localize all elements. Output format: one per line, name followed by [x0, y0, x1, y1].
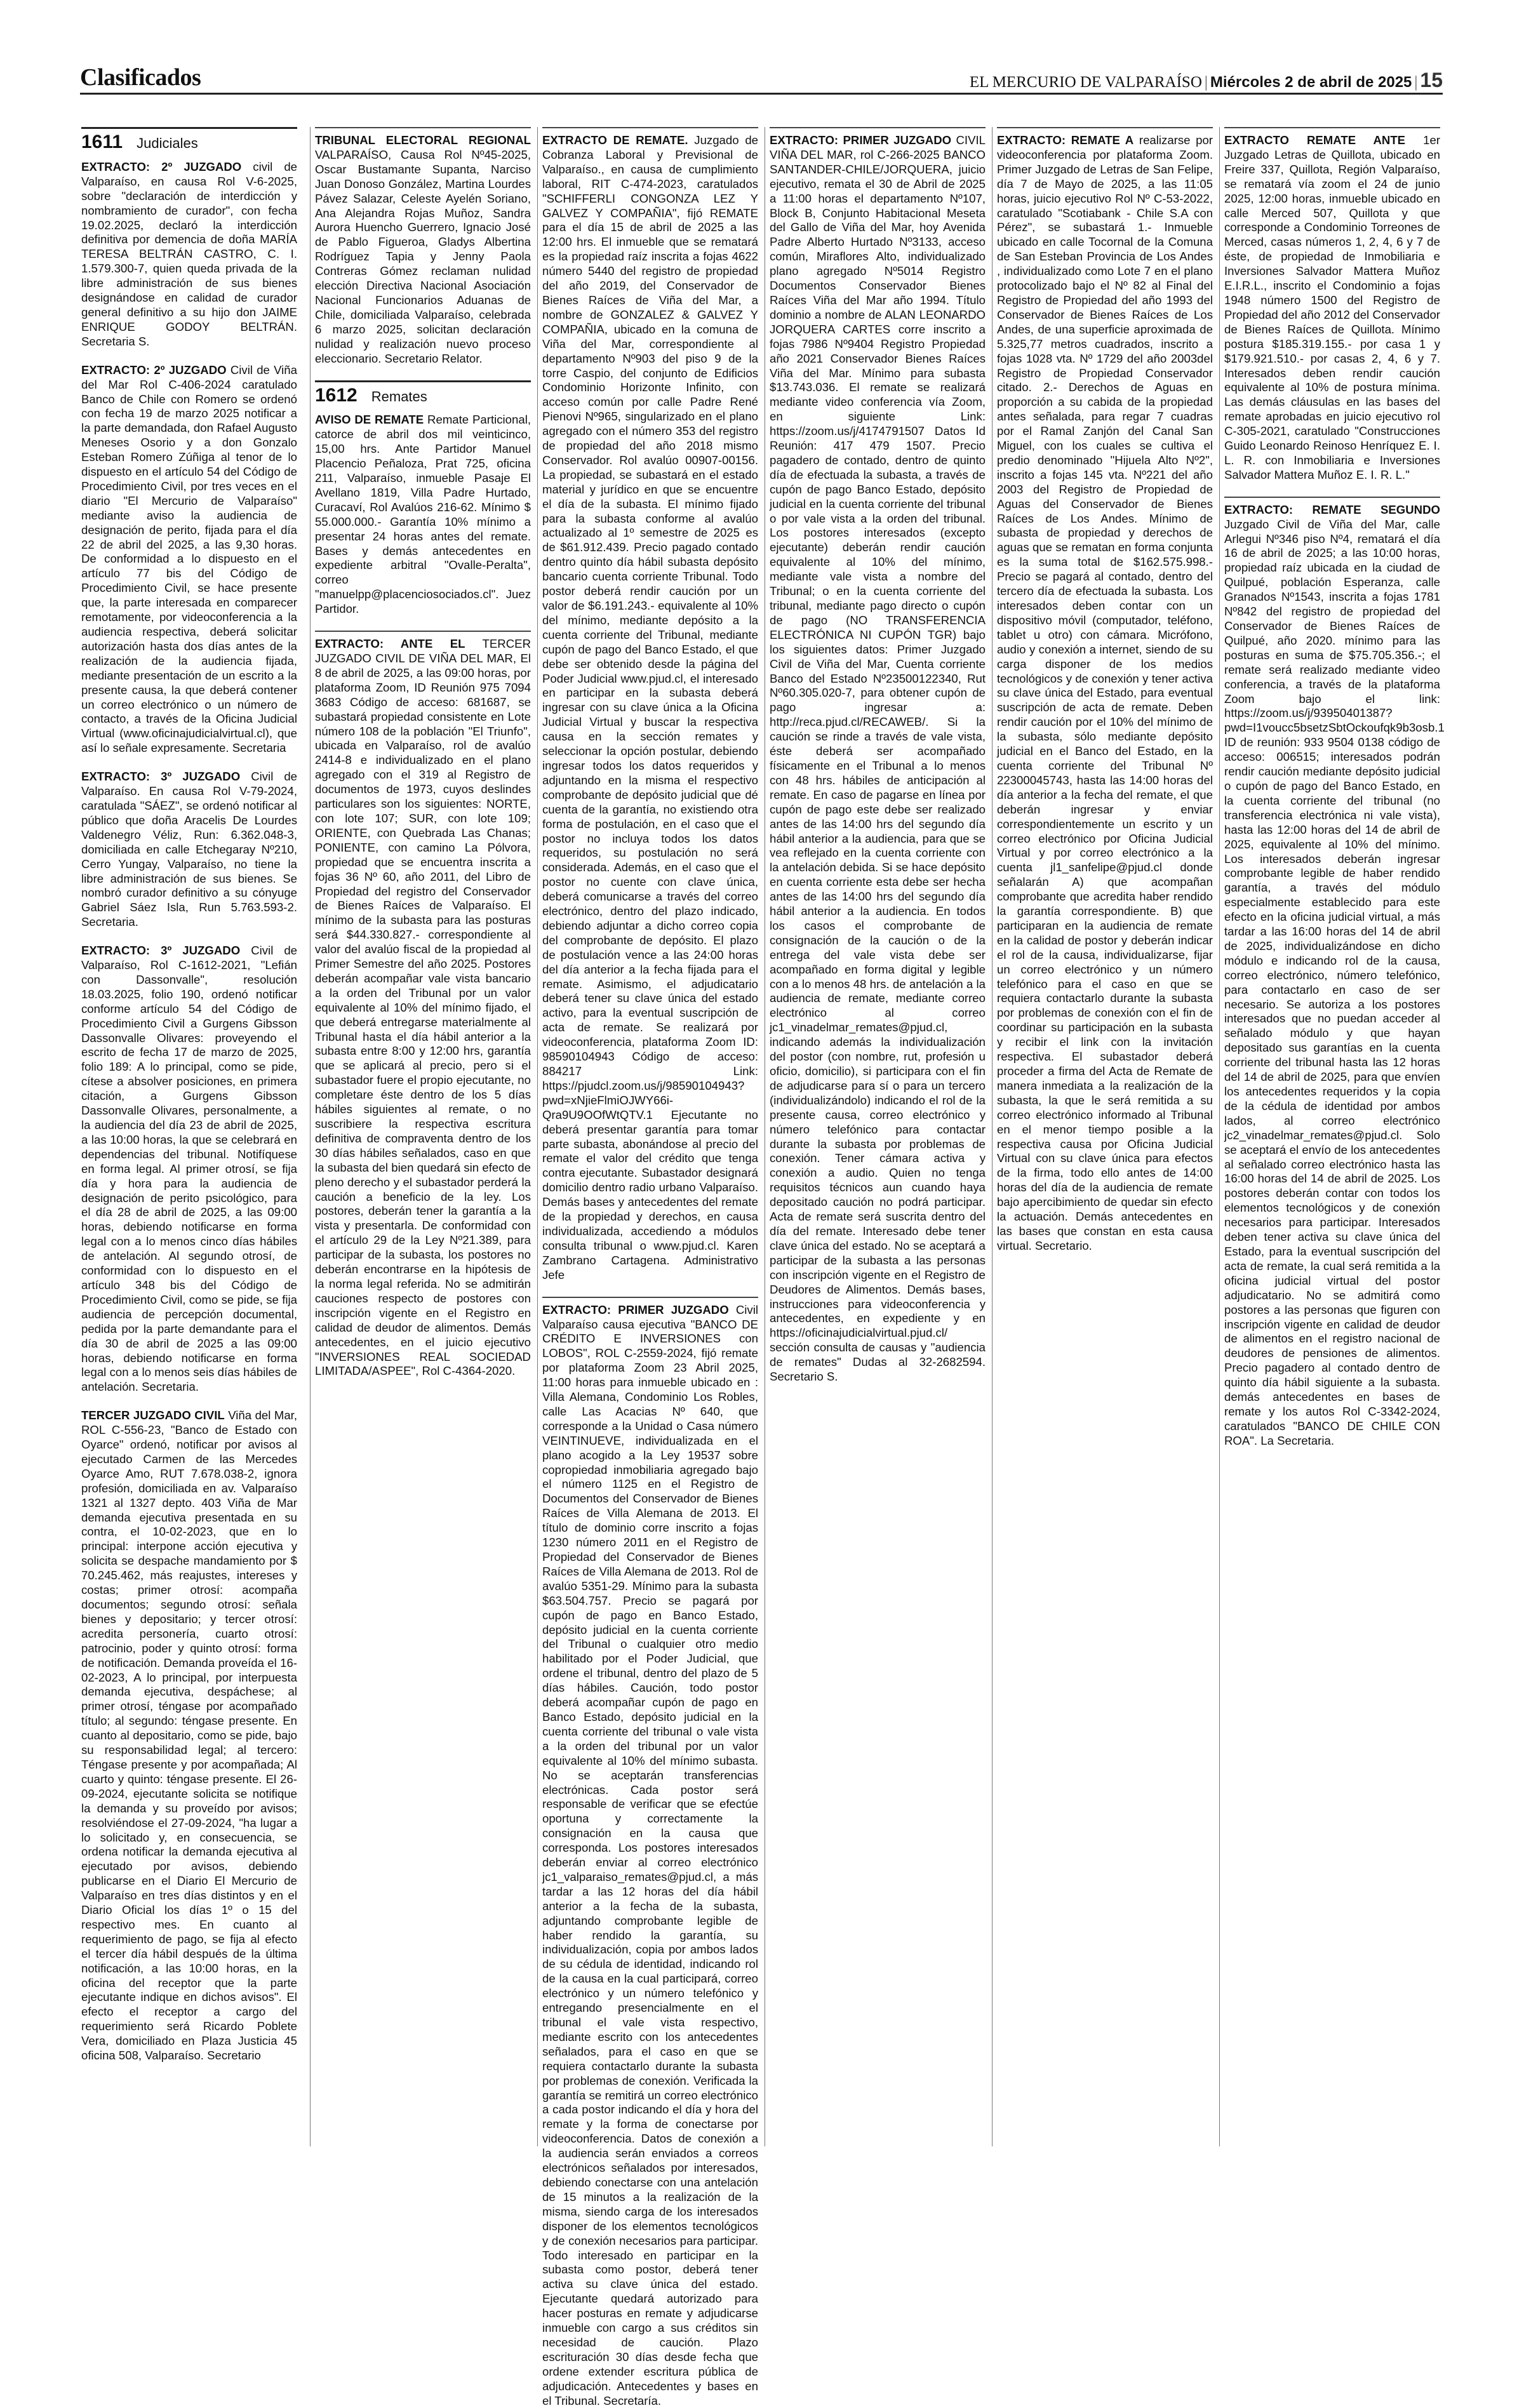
auction-notice — [315, 631, 531, 1379]
auction-notice — [542, 1297, 758, 2408]
notice-lead: EXTRACTO: REMATE A — [997, 133, 1134, 147]
notice-lead: TRIBUNAL ELECTORAL REGIONAL — [315, 133, 531, 147]
notice-body: realizarse por videoconferencia por plataforma Zoom. Primer Juzgado de Letras de San Felipe, día 7 de Mayo de 2025, a las 11:05 horas, juicio ejecutivo Rol Nº C-53-2022, caratulado "Scotiabank - Chile S.A con Pérez", se subastará 1.- Inmueble ubicado en calle Tocornal de la Comuna de San Esteban Provincia de Los Andes , individualizado como Lote 7 en el plano protocolizado bajo el Nº 82 al Final del Registro de Propiedad del año 1993 del Conservador de Bienes Raíces de Los Andes, de una superficie aproximada de 5.325,77 metros cuadrados, inscrito a fojas 1028 vta. Nº 1729 del año 2003del Registro de Propiedad Conservador citado. 2.- Derechos de Aguas en proporción a su cabida de la propiedad antes señalada, para regar 7 cuadras por el Ramal Zanjón del Canal San Miguel, con los cuales se cultiva el predio denominado "Hijuela Alto Nº2", inscrito a fojas 145 vta. Nº221 del año 2003 del Registro de Propiedad de Aguas del Conservador de Bienes Raíces de Los Andes. Mínimo de subasta de propiedad y derechos de aguas que se rematan en forma conjunta es la suma total de $162.575.998.- Precio se pagará al contado, dentro del tercero día de efectuada la subasta. Los interesados deben contar con un dispositivo móvil (computador, teléfono, tablet u otro) con cámara. Micrófono, audio y conexión a internet, siendo de su carga disponer de los medios tecnológicos y de conexión y tener activa su clave única del Estado, para eventual suscripción de acta de remate. Deben rendir caución por el 10% del mínimo de la subasta, sólo mediante depósito judicial en el Banco del Estado, en la cuenta corriente del Tribunal Nº 22300045743, hasta las 14:00 horas del día anterior a la fecha del remate, el que deberán ingresar y enviar correspondientemente un escrito y un correo electrónico por Oficina Judicial Virtual y por correo electrónico a la cuenta jl1_sanfelipe@pjud.cl donde señalarán A) que acompañan comprobante que acredita haber rendido la garantía correspondiente. B) que participaran en la audiencia de remate en la calidad de postor y deberán indicar el rol de la causa, individualizarse, fijar un correo electrónico y un número telefónico para el caso en que se requiera contactarlo durante la subasta por problemas de conexión con el fin de coordinar su participación en la subasta y recibir el link con la invitación respectiva. El subastador deberá proceder a firma del Acta de Remate de manera inmediata a la realización de la subasta, la que le será remitida a su correo electrónico informado al Tribunal en el menor tiempo posible a la respectiva causa por Oficina Judicial Virtual con su clave única para efectos de la firma, todo ello antes de 14:00 horas del día de la audiencia de remate bajo apercibimiento de quedar sin efecto la actuación. Demás antecedentes en las bases que constan en esta causa virtual. Secretario. — [997, 133, 1213, 1252]
section-title: Clasificados — [80, 64, 201, 91]
notice-lead: EXTRACTO: 3º JUZGADO — [81, 770, 241, 784]
notice-body: Remate Particional, catorce de abril dos mil veinticinco, 15,00 hrs. Ante Partidor Manuel Placencio Peñaloza, Prat 725, oficina 211, Valparaíso, inmueble Pasaje El Avellano 1819, Villa Padre Hurtado, Curacaví, Rol Avalúos 216-62. Mínimo $ 55.000.000.- Garantía 10% mínimo a presentar 24 horas antes del remate. Bases y demás antecedentes en expediente arbitral "Ovalle-Peralta", correo "manuelpp@placenciosociados.cl". Juez Partidor. — [315, 413, 531, 616]
notice-lead: EXTRACTO: 3º JUZGADO — [81, 944, 241, 958]
notice-body: 1er Juzgado Letras de Quillota, ubicado en Freire 337, Quillota, Región Valparaíso, se rematará vía zoom el 24 de junio 2025, 12:00 horas, inmueble ubicado en calle Merced 507, Quillota y que corresponde a Condominio Torreones de Merced, casas números 1, 2, 4, 6 y 7 de éste, de propiedad de Inmobiliaria e Inversiones Salvador Mattera Muñoz E.I.R.L., inscrito el Condominio a fojas 1948 número 1500 del Registro de Propiedad del año 2012 del Conservador de Bienes Raíces de Quillota. Mínimo postura $185.319.155.- por casa 1 y $179.921.510.- por casas 2, 4, 6 y 7. Interesados deben rendir caución equivalente al 10% de postura mínima. Las demás cláusulas en las bases del remate aprobadas en juicio ejecutivo rol C-305-2021, caratulado "Construcciones Guido Leonardo Reinoso Henríquez E. I. L. R. con Inmobiliaria e Inversiones Salvador Mattera Muñoz E. I. R. L." — [1224, 133, 1440, 481]
column-2 — [315, 127, 531, 2153]
auction-notice — [997, 127, 1213, 1254]
notice-lead: TERCER JUZGADO CIVIL — [81, 1408, 225, 1422]
notice-body: Civil de Valparaíso. En causa Rol V-79-2024, caratulada "SÁEZ", se ordenó notificar al público que doña Aracelis De Lourdes Valdenegro Véliz, Run: 6.362.048-3, domiciliada en calle Etchegaray Nº210, Cerro Yungay, Valparaíso, no tiene la libre administración de sus bienes. Se nombró curador definitivo a su cónyuge Gabriel Sáez Isla, Run 5.763.593-2. Secretaria. — [81, 770, 298, 929]
column-rule — [1219, 127, 1220, 2146]
column-1 — [81, 127, 297, 2153]
notice-lead: EXTRACTO: PRIMER JUZGADO — [542, 1302, 729, 1316]
page-number: 15 — [1420, 69, 1443, 91]
notice-body: Juzgado Civil de Viña del Mar, calle Arlegui Nº346 piso Nº4, rematará el día 16 de abril de 2025; a las 10:00 horas, propiedad raíz ubicada en la ciudad de Quilpué, población Esperanza, calle Granados Nº1543, inscrita a fojas 1781 Nº842 del registro de propiedad del Conservador de Bienes Raíces de Quilpué, año 2020. mínimo para las posturas en suma de $75.705.356.-; el remate será realizado mediante video conferencia, a través de la plataforma Zoom bajo el link: https://zoom.us/j/93950401387?pwd=I1voucc5bsetzSbtOckoufqk9b3osb.1 ID de reunión: 933 9504 0138 código de acceso: 006515; interesados podrán rendir caución mediante depósito judicial o cupón de pago del Banco Estado, en la cuenta corriente del tribunal (no transferencia electrónica ni vale vista), hasta las 12:00 horas del 14 de abril de 2025, equivalente al 10% del mínimo. Los interesados deberán ingresar comprobante legible de haber rendido garantía, a través del módulo especialmente establecido para este efecto en la oficina judicial virtual, a más tardar a las 16:00 horas del 14 de abril de 2025, individualizándose en dicho módulo e indicando rol de la causa, correo electrónico, número telefónico, para contactarlo en caso de ser necesario. Se autoriza a los postores interesados que no puedan acceder al señalado módulo y que hayan depositado sus garantías en la cuenta corriente del tribunal hasta las 12 horas del 14 de abril de 2025, para que envíen los antecedentes requeridos y la copia de la cédula de identidad por ambos lados, al correo electrónico jc2_vinadelmar_remates@pjud.cl. Solo se aceptará el envío de los antecedentes al señalado correo electrónico hasta las 16:00 horas del 14 de abril de 2025. Los postores deberán contar con todos los elementos tecnológicos y de conexión necesarios para participar. Interesados deben tener activa su clave única del Estado, para la eventual suscripción del acta de remate, la cual será remitida a la oficina judicial virtual del postor adjudicatario. No se admitirá como postores a las personas que figuren con inscripción vigente en calidad de deudor de alimentos en el registro nacional de deudores de pensiones de alimentos. Precio pagadero al contado dentro de quinto día hábil siguiente a la subasta. demás antecedentes en bases de remate y los autos Rol C-3342-2024, caratulados "BANCO DE CHILE CON ROA". La Secretaria. — [1224, 517, 1445, 1447]
legal-notice — [81, 1408, 297, 2063]
notice-lead: EXTRACTO: PRIMER JUZGADO — [770, 133, 952, 147]
notice-body: Civil de Valparaíso, Rol C-1612-2021, "Lefián con Dassonvalle", resolución 18.03.2025, folio 190, ordenó notificar conforme artículo 54 del Código de Procedimiento Civil a Gurgens Gibsson Dassonvalle Olivares: proveyendo el escrito de fecha 17 de marzo de 2025, folio 189: A lo principal, como se pide, cítese a absolver posiciones, en primera citación, a Gurgens Gibsson Dassonvalle Olivares, personalmente, a la audiencia del día 23 de abril de 2025, a las 10:00 horas, la que se celebrará en dependencias del tribunal. Notifíquese en forma legal. Al primer otrosí, se fija día y hora para la audiencia de designación de perito psicológico, para el día 28 de abril de 2025, a las 09:00 horas, debiendo notificarse en forma legal con a lo menos cinco días hábiles de antelación. Al segundo otrosí, de conformidad con lo dispuesto en el artículo 348 bis del Código de Procedimiento Civil, como se pide, se fija audiencia de percepción documental, pedida por la parte demandante para el día 30 de abril de 2025 a las 09:00 horas, debiendo notificarse en forma legal con a lo menos seis días hábiles de antelación. Secretaria. — [81, 944, 298, 1394]
notice-body: Juzgado de Cobranza Laboral y Previsional de Valparaíso., en causa de cumplimiento laboral, RIT C-474-2023, caratulados "SCHIFFERLI CONGONZA LEZ Y GALVEZ Y COMPAÑIA", fijó REMATE para el día 15 de abril de 2025 a las 12:00 hrs. El inmueble que se rematará es la propiedad raíz inscrita a fojas 4622 número 5440 del registro de propiedad del año 2019, del Conservador de Bienes Raíces de Viña del Mar, a nombre de GONZALEZ & GALVEZ Y COMPAÑIA, ubicado en la comuna de Viña del Mar, correspondiente al departamento Nº903 del piso 9 de la torre Caspio, del conjunto de Edificios Condominio Horizonte Infinito, con acceso común por calle Padre René Pienovi Nº965, singularizado en el plano agregado con el número 353 del registro de propiedad del año 2018 mismo Conservador. Rol avalúo 00907-00156. La propiedad, se subastará en el estado material y jurídico en que se encuentre el día de la subasta. El mínimo fijado para la subasta conforme al avalúo actualizado al 1º semestre de 2025 es de $61.912.439. Precio pagado contado dentro quinto día hábil subasta depósito bancario cuenta corriente Tribunal. Todo postor deberá rendir caución por un valor de $6.191.243.- equivalente al 10% del mínimo, mediante depósito a la cuenta corriente del Tribunal, mediante cupón de pago del Banco Estado, el que debe ser obtenido desde la página del Poder Judicial www.pjud.cl, el interesado en participar en la subasta deberá ingresar con su clave única a la Oficina Judicial Virtual y buscar la respectiva causa en la sección remates y seleccionar la opción postular, debiendo ingresar todos los datos requeridos y adjuntando en la misma el respectivo comprobante de depósito judicial que dé cuenta de la garantía, no existiendo otra forma de postulación, en el caso que el postor no incluya todos los datos requeridos, su postulación no será considerada. Además, en el caso que el postor no cuente con clave única, deberá comunicarse a través del correo electrónico, dentro del plazo indicado, debiendo adjuntar a dicho correo copia del comprobante de depósito. El plazo de postulación vence a las 24:00 horas del día anterior a la fecha fijada para el remate. Asimismo, el adjudicatario deberá tener su clave única del estado activo, para la eventual suscripción de acta de remate. Se realizará por videoconferencia, plataforma Zoom ID: 98590104943 Código de acceso: 884217 Link: https://pjudcl.zoom.us/j/98590104943?pwd=xNjieFlmiOJWY66i-Qra9U9OOfWtQTV.1 Ejecutante no deberá presentar garantía para tomar parte subasta, abonándose al precio del remate el valor del crédito que tenga contra ejecutante. Subastador designará domicilio dentro radio urbano Valparaíso. Demás bases y antecedentes del remate de la propiedad y derechos, en causa individualizada, accediendo a módulos consulta tribunal o www.pjud.cl. Karen Zambrano Cartagena. Administrativo Jefe — [542, 133, 758, 1281]
legal-notice — [315, 127, 531, 366]
notice-lead: EXTRACTO: REMATE SEGUNDO — [1224, 502, 1440, 516]
column-5 — [997, 127, 1213, 2153]
notice-lead: EXTRACTO DE REMATE. — [542, 133, 688, 147]
publication-info: EL MERCURIO DE VALPARAÍSO | Miércoles 2 de abril de 2025 | 15 — [969, 69, 1443, 91]
legal-notice — [81, 363, 297, 756]
column-rule — [310, 127, 311, 2146]
issue-date: Miércoles 2 de abril de 2025 — [1210, 74, 1412, 91]
notice-body: Civil de Viña del Mar Rol C-406-2024 caratulado Banco de Chile con Romero se ordenó con fecha 19 de marzo 2025 notificar a la parte demandada, don Rafael Augusto Meneses Osorio y a don Gonzalo Esteban Romero Zúñiga al tenor de lo dispuesto en el artículo 54 del Código de Procedimiento Civil, por tres veces en el diario "El Mercurio de Valparaíso" mediante aviso la audiencia de designación de perito, fijada para el día 22 de abril del 2025, a las 9,30 horas. De conformidad a lo dispuesto en el artículo 77 bis del Código de Procedimiento Civil, se hace presente que, la parte interesada en comparecer remotamente, por videoconferencia a la audiencia respectiva, deberá solicitar autorización hasta dos días antes de la realización de la audiencia fijada, mediante presentación de un escrito a la presente causa, la que deberá contener un correo electrónico o un número de contacto, a través de la Oficina Judicial Virtual (www.oficinajudicialvirtual.cl), que así lo señale expresamente. Secretaria — [81, 363, 297, 755]
publication-name: EL MERCURIO DE VALPARAÍSO — [969, 74, 1202, 91]
category-label: Judiciales — [137, 135, 198, 151]
category-header-judiciales — [81, 127, 297, 151]
legal-notice — [81, 944, 297, 1395]
notice-body: civil de Valparaíso, en causa Rol V-6-2025, sobre "declaración de interdicción y nombramiento de curador", con fecha 19.02.2025, declaró la interdicción definitiva por demencia de doña MARÍA TERESA BELTRÁN CASTRO, C. I. 1.579.300-7, quien queda privada de la libre administración de sus bienes designándose en calidad de curador general definitivo a su hijo don JAIME ENRIQUE GODOY BELTRÁN. Secretaria S. — [81, 159, 298, 348]
notice-body: TERCER JUZGADO CIVIL DE VIÑA DEL MAR, El 8 de abril de 2025, a las 09:00 horas, por plataforma Zoom, ID Reunión 975 7094 3683 Código de acceso: 681687, se subastará propiedad consistente en Lote número 108 de la población "El Triunfo", ubicada en Valparaíso, rol de avalúo 2414-8 e individualizado en el plano agregado con el 319 al Registro de documentos de 1973, cuyos deslindes particulares son los siguientes: NORTE, con lote 107; SUR, con lote 109; ORIENTE, con Quebrada Las Chanas; PONIENTE, con camino La Pólvora, propiedad que se encuentra inscrita a fojas 36 Nº 60, año 2011, del Libro de Propiedad del registro del Conservador de Bienes Raíces de Valparaíso. El mínimo de la subasta para las posturas será $44.330.827.- correspondiente al valor del avalúo fiscal de la propiedad al Primer Semestre del año 2025. Postores deberán acompañar vale vista bancario a la orden del Tribunal por un valor equivalente al 10% del mínimo fijado, el que deberá entregarse materialmente al Tribunal hasta el día hábil anterior a la subasta entre 8:00 y 12:00 hrs, garantía que se aplicará al precio, pero si el subastador fuere el propio ejecutante, no completare éste dentro de los 5 días hábiles siguientes al remate, o no suscribiere la respectiva escritura definitiva de compraventa dentro de los 30 días hábiles señalados, caso en que la subasta del bien quedará sin efecto de pleno derecho y el subastador perderá la caución a beneficio de la ley. Los postores, deberán tener la garantía a la vista y presentarla. De conformidad con el artículo 29 de la Ley Nº21.389, para participar de la subasta, los postores no deberán encontrarse en la hipótesis de la norma legal referida. No se admitirán cauciones respecto de postores con inscripción vigente en el Registro en calidad de deudor de alimentos. Demás antecedentes, en el juicio ejecutivo "INVERSIONES REAL SOCIEDAD LIMITADA/ASPEE", Rol C-4364-2020. — [315, 637, 531, 1378]
notice-body: Viña del Mar, ROL C-556-23, "Banco de Estado con Oyarce" ordenó, notificar por avisos al ejecutado Carmen de las Mercedes Oyarce Amo, RUT 7.678.038-2, ignora profesión, domiciliada en av. Valparaíso 1321 al 1327 depto. 403 Viña de Mar demanda ejecutiva presentada en su contra, el 10-02-2023, que en lo principal: interpone acción ejecutiva y solicita se despache mandamiento por $ 70.245.462, más reajustes, intereses y costas; primer otrosí: acompaña documentos; segundo otrosí: señala bienes y depositario; y tercer otrosí: acredita personería, cuarto otrosí: patrocinio, poder y quinto otrosí: forma de notificación. Demanda proveída el 16-02-2023, A lo principal, por interpuesta demanda ejecutiva, despáchese; al primer otrosí, téngase por acompañado título; al segundo: téngase presente. En cuanto al depositario, como se pide, bajo su responsabilidad legal; al tercero: Téngase presente y por acompañada; Al cuarto y quinto: téngase presente. El 26-09-2024, ejecutante solicita se notifique la demanda y su proveído por avisos; resolviéndose el 27-09-2024, "ha lugar a lo solicitado y, en consecuencia, se ordena notificar la demanda ejecutiva al ejecutado por avisos, debiendo publicarse en el Diario El Mercurio de Valparaíso en tres días distintos y en el Diario Oficial los días 1º o 15 del respectivo mes. En cuanto al requerimiento de pago, se fija al efecto el tercer día hábil después de la última notificación, a las 10:00 horas, en la oficina del receptor que la parte ejecutante indique en dichos avisos". El efecto el receptor a cargo del requerimiento será Ricardo Poblete Vera, domiciliado en Plaza Justicia 45 oficina 508, Valparaíso. Secretario — [81, 1408, 297, 2063]
auction-notice — [315, 413, 531, 617]
column-rule — [992, 127, 993, 2146]
notice-lead: EXTRACTO: 2º JUZGADO — [81, 159, 242, 173]
notice-lead: EXTRACTO: ANTE EL — [315, 637, 465, 651]
legal-notice — [81, 770, 297, 930]
column-3 — [542, 127, 758, 2407]
masthead — [80, 62, 1443, 95]
auction-notice — [1224, 127, 1440, 483]
column-4 — [770, 127, 986, 2153]
column-rule — [537, 127, 538, 2146]
category-label: Remates — [371, 388, 427, 405]
column-6 — [1224, 127, 1445, 2153]
category-header-remates — [315, 380, 531, 405]
auction-notice — [1224, 497, 1445, 1448]
legal-notice — [81, 160, 297, 349]
category-number: 1611 — [81, 131, 123, 152]
auction-notice — [770, 127, 986, 1384]
notice-lead: AVISO DE REMATE — [315, 413, 424, 427]
notice-lead: EXTRACTO REMATE ANTE — [1224, 133, 1406, 147]
notice-body: VALPARAÍSO, Causa Rol Nº45-2025, Oscar Bustamante Supanta, Narciso Juan Donoso González, Martina Lourdes Pávez Salazar, Celeste Ayelén Soriano, Ana Alejandra Rojas Muñoz, Sandra Aurora Huencho Guerrero, Ignacio José de Pablo Figueroa, Gladys Albertina Rodríguez Tapia y Jenny Paola Contreras Gómez reclaman nulidad elección Directiva Nacional Asociación Nacional Funcionarios Aduanas de Chile, domiciliada Valparaíso, celebrada 6 marzo 2025, solicitan declaración nulidad y realización nuevo proceso eleccionario. Secretario Relator. — [315, 147, 531, 365]
category-number: 1612 — [315, 384, 358, 406]
auction-notice — [542, 127, 758, 1283]
notice-body: CIVIL VIÑA DEL MAR, rol C-266-2025 BANCO SANTANDER-CHILE/JORQUERA, juicio ejecutivo, remata el 30 de Abril de 2025 a 11:00 horas el departamento Nº107, Block B, Conjunto Habitacional Meseta del Gallo de Viña del Mar, hoy Avenida Padre Alberto Hurtado Nº3133, acceso común, Miraflores Alto, individualizado plano agregado Nº5014 Registro Documentos Conservador Bienes Raíces Viña del Mar año 1994. Título dominio a nombre de ALAN LEONARDO JORQUERA CARTES corre inscrito a fojas 7986 Nº9404 Registro Propiedad año 2021 Conservador Bienes Raíces Viña del Mar. Mínimo para subasta $13.743.036. El remate se realizará mediante video conferencia vía Zoom, en siguiente Link: https://zoom.us/j/4174791507 Datos Id Reunión: 417 479 1507. Precio pagadero de contado, dentro de quinto día de efectuada la subasta, a través de cupón de pago Banco Estado, depósito judicial en la cuenta corriente del tribunal o por vale vista a la orden del tribunal. Los postores interesados (excepto ejecutante) deberán rendir caución equivalente al 10% del mínimo, mediante vale vista a nombre del Tribunal; o en la cuenta corriente del tribunal, mediante pago directo o cupón de pago (NO TRANSFERENCIA ELECTRÓNICA NI CUPÓN TGR) bajo los siguientes datos: Primer Juzgado Civil de Viña del Mar, Cuenta corriente Banco del Estado Nº23500122340, Rut Nº60.305.020-7, para obtener cupón de pago ingresar a: http://reca.pjud.cl/RECAWEB/. Si la caución se rinde a través de vale vista, éste deberá ser acompañado físicamente en el Tribunal a lo menos con 48 hrs. hábiles de anticipación al remate. En caso de pagarse en línea por cupón de pago este debe ser realizado antes de las 14:00 hrs del segundo día hábil anterior a la audiencia, para que se vea reflejado en la cuenta corriente con la antelación debida. Si se hace depósito en cuenta corriente esta debe ser hecha antes de las 14:00 hrs del segundo día hábil anterior a la audiencia. En todos los casos el comprobante de consignación de la caución o de la entrega del vale vista debe ser acompañado en forma digital y legible con a lo menos 48 hrs. de antelación a la audiencia de remate, mediante correo electrónico al correo jc1_vinadelmar_remates@pjud.cl, indicando además la individualización del postor (con nombre, rut, profesión u oficio, domicilio), si participara con el fin de adjudicarse para sí o para un tercero (individualizándolo) indicando el rol de la presente causa, correo electrónico y número telefónico para contactar durante la subasta por problemas de conexión. Tener cámara activa y conexión a audio. Quien no tenga requisitos técnicos aun cuando haya depositado caución no podrá participar. Acta de remate será suscrita dentro del día del remate. Interesado debe tener clave única del estado. No se aceptará a participar de la subasta a las personas con inscripción vigente en el Registro de Deudores de Alimentos. Demás bases, instrucciones para videoconferencia y antecedentes, en expediente y en https://oficinajudicialvirtual.pjud.cl/ sección consulta de causas y "audiencia de remates" Dudas al 32-2682594. Secretario S. — [770, 133, 986, 1384]
notice-lead: EXTRACTO: 2º JUZGADO — [81, 363, 227, 377]
notice-body: Civil Valparaíso causa ejecutiva "BANCO DE CRÉDITO E INVERSIONES con LOBOS", ROL C-2559-2024, fijó remate por plataforma Zoom 23 Abril 2025, 11:00 horas para inmueble ubicado en : Villa Alemana, Condominio Los Robles, calle Las Acacias Nº 640, que corresponde a la Unidad o Casa número VEINTINUEVE, individualizada en el plano acogido a la Ley 19537 sobre copropiedad inmobiliaria agregado bajo el número 1125 en el Registro de Documentos del Conservador de Bienes Raíces de Villa Alemana de 2013. El título de dominio corre inscrito a fojas 1230 número 2011 en el Registro de Propiedad del Conservador de Bienes Raíces de Villa Alemana de 2013. Rol de avalúo 5351-29. Mínimo para la subasta $63.504.757. Precio se pagará por cupón de pago en Banco Estado, depósito judicial en la cuenta corriente del Tribunal o cualquier otro medio habilitado por el Poder Judicial, que ordene el tribunal, dentro del plazo de 5 días hábiles. Caución, todo postor deberá acompañar cupón de pago en Banco Estado, depósito judicial en la cuenta corriente del tribunal o vale vista a la orden del tribunal por un valor equivalente al 10% del mínimo subasta. No se aceptarán transferencias electrónicas. Cada postor será responsable de verificar que se efectúe oportuna y correctamente la consignación en la causa que corresponda. Los postores interesados deberán enviar al correo electrónico jc1_valparaiso_remates@pjud.cl, a más tardar a las 12 horas del día hábil anterior a la fecha de la subasta, adjuntando comprobante legible de haber rendido la garantía, su individualización, copia por ambos lados de su cédula de identidad, indicando rol de la causa en la cual participará, correo electrónico y un número telefónico y entregando presencialmente en el tribunal el vale vista respectivo, mediante escrito con los antecedentes señalados, para el caso en que se requiera contactarlo durante la subasta por problemas de conexión. Verificada la garantía se remitirá un correo electrónico a cada postor indicando el día y hora del remate y la forma de conectarse por videoconferencia. Datos de conexión a la audiencia serán enviados a correos electrónicos señalados por interesados, debiendo conectarse con una antelación de 15 minutos a la realización de la misma, siendo carga de los interesados disponer de los elementos tecnológicos y de conexión necesarios para participar. Todo interesado en participar en la subasta como postor, deberá tener activa su clave única del estado. Ejecutante quedará autorizado para hacer posturas en remate y adjudicarse inmueble con cargo a sus créditos sin necesidad de caución. Plazo escrituración 30 días desde fecha que ordene extender escritura pública de adjudicación. Antecedentes y bases en el Tribunal. Secretaría. — [542, 1302, 758, 2407]
